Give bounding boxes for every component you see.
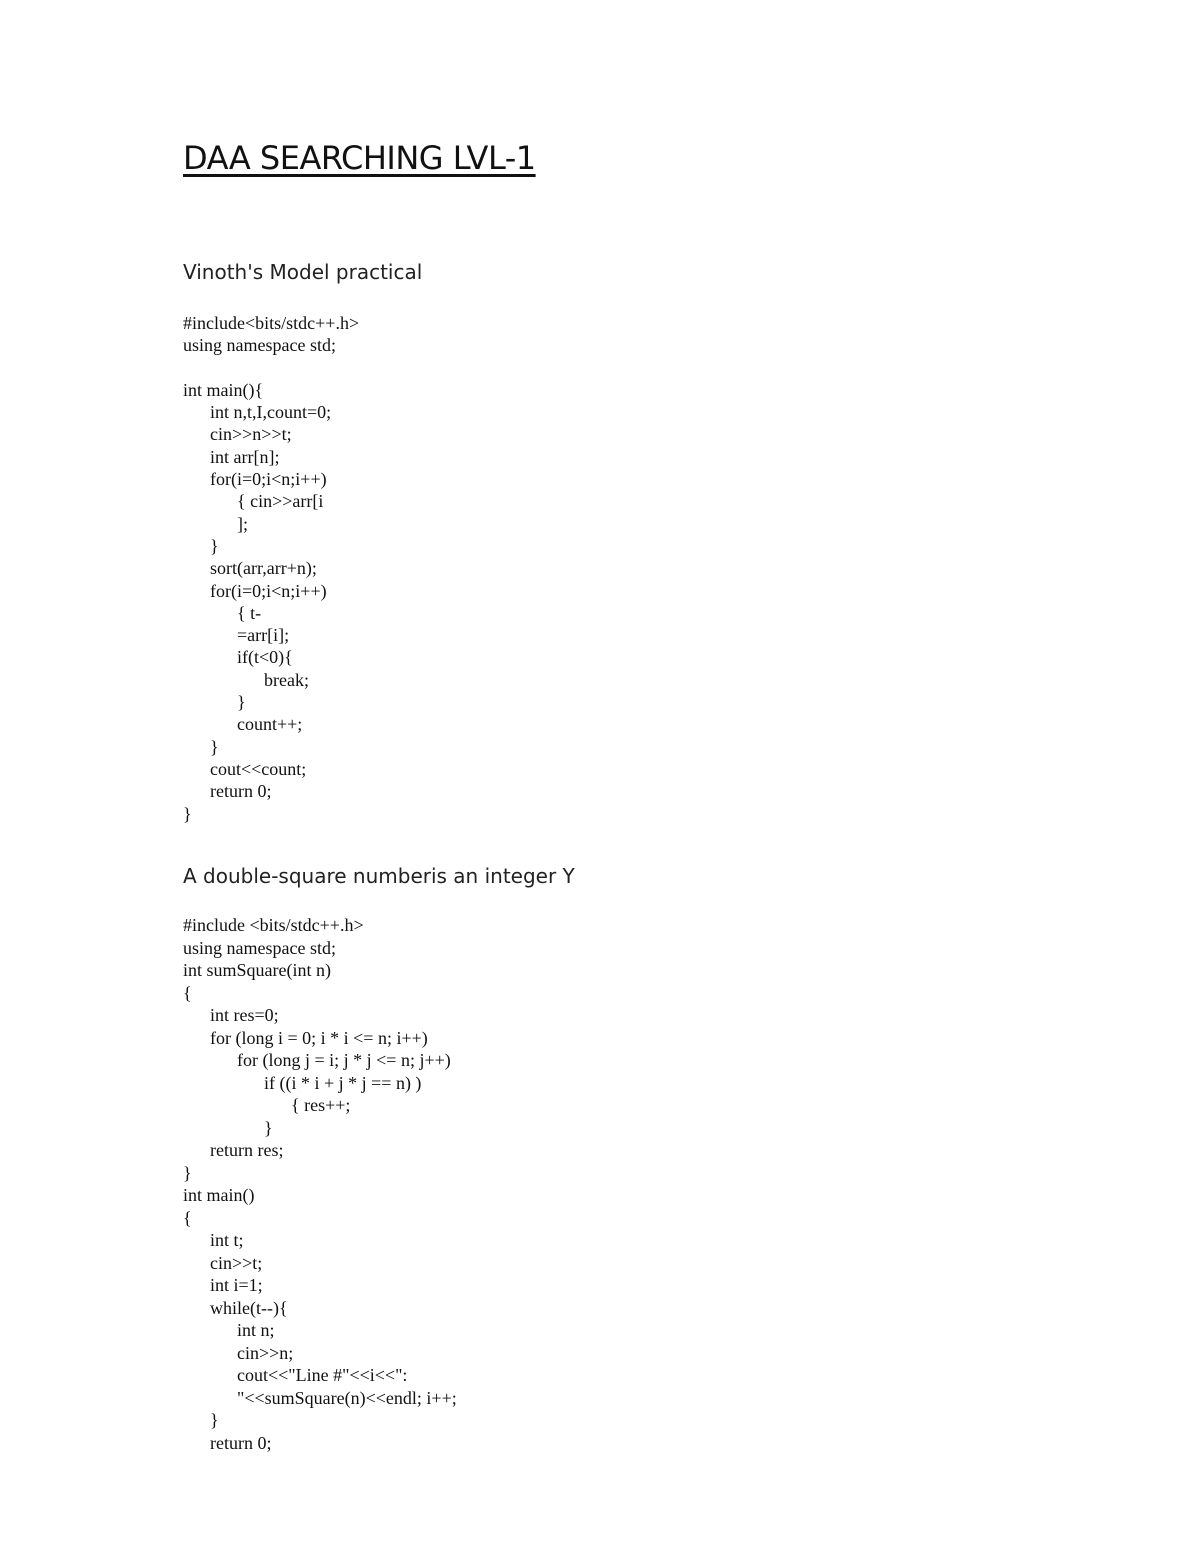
code-line: if(t<0){ — [183, 647, 293, 668]
code-line: count++; — [183, 714, 303, 735]
code-line: int res=0; — [183, 1005, 279, 1025]
code-line: while(t--){ — [183, 1297, 288, 1318]
code-line: cin>>t; — [183, 1252, 263, 1273]
code-line: int i=1; — [183, 1275, 263, 1295]
code-line: for(i=0;i<n;i++) — [183, 580, 327, 601]
code-line: if ((i * i + j * j == n) ) — [183, 1072, 422, 1093]
code-line: cout<<count; — [183, 758, 307, 779]
code-line: "<<sumSquare(n)<<endl; i++; — [183, 1387, 457, 1408]
code-line: #include <bits/stdc++.h> — [183, 915, 364, 935]
code-block-model-practical — [183, 312, 359, 825]
code-line: int n; — [183, 1320, 275, 1340]
code-block-double-square — [183, 914, 457, 1454]
code-line: sort(arr,arr+n); — [183, 558, 317, 579]
code-line: for (long i = 0; i * i <= n; i++) — [183, 1027, 428, 1048]
section-heading-model-practical: Vinoth's Model practical — [183, 260, 423, 284]
code-line: int sumSquare(int n) — [183, 960, 331, 980]
code-line: { cin>>arr[i — [183, 491, 324, 512]
code-line: for(i=0;i<n;i++) — [183, 469, 327, 490]
code-line: return 0; — [183, 1432, 272, 1453]
code-line: { — [183, 1207, 192, 1228]
code-line: return res; — [183, 1140, 284, 1160]
code-line: { t- — [183, 602, 262, 623]
code-line: } — [183, 535, 219, 556]
code-line: cout<<"Line #"<<i<<": — [183, 1365, 408, 1385]
code-line: } — [183, 803, 192, 824]
section-heading-double-square: A double-square numberis an integer Y — [183, 864, 575, 888]
code-line: return 0; — [183, 781, 272, 802]
code-line: for (long j = i; j * j <= n; j++) — [183, 1050, 451, 1070]
code-line: int main() — [183, 1185, 255, 1205]
code-line: } — [183, 1410, 219, 1430]
code-line: int t; — [183, 1230, 244, 1250]
code-line: int arr[n]; — [183, 446, 280, 467]
code-line: int n,t,I,count=0; — [183, 402, 332, 423]
document-title: DAA SEARCHING LVL-1 — [183, 139, 536, 177]
code-line: #include<bits/stdc++.h> — [183, 313, 360, 333]
code-line: using namespace std; — [183, 937, 336, 958]
code-line: { — [183, 982, 192, 1003]
code-line — [183, 357, 359, 379]
code-line: =arr[i]; — [183, 625, 290, 646]
code-line: } — [183, 1162, 192, 1183]
code-line: break; — [183, 669, 309, 690]
code-line: int main(){ — [183, 379, 264, 400]
code-line: } — [183, 692, 246, 713]
code-line: cin>>n>>t; — [183, 424, 292, 445]
code-line: { res++; — [183, 1095, 351, 1115]
code-line: } — [183, 736, 219, 757]
code-line: cin>>n; — [183, 1342, 294, 1363]
code-line: } — [183, 1117, 273, 1138]
code-line: ]; — [183, 513, 248, 534]
code-line: using namespace std; — [183, 335, 336, 356]
